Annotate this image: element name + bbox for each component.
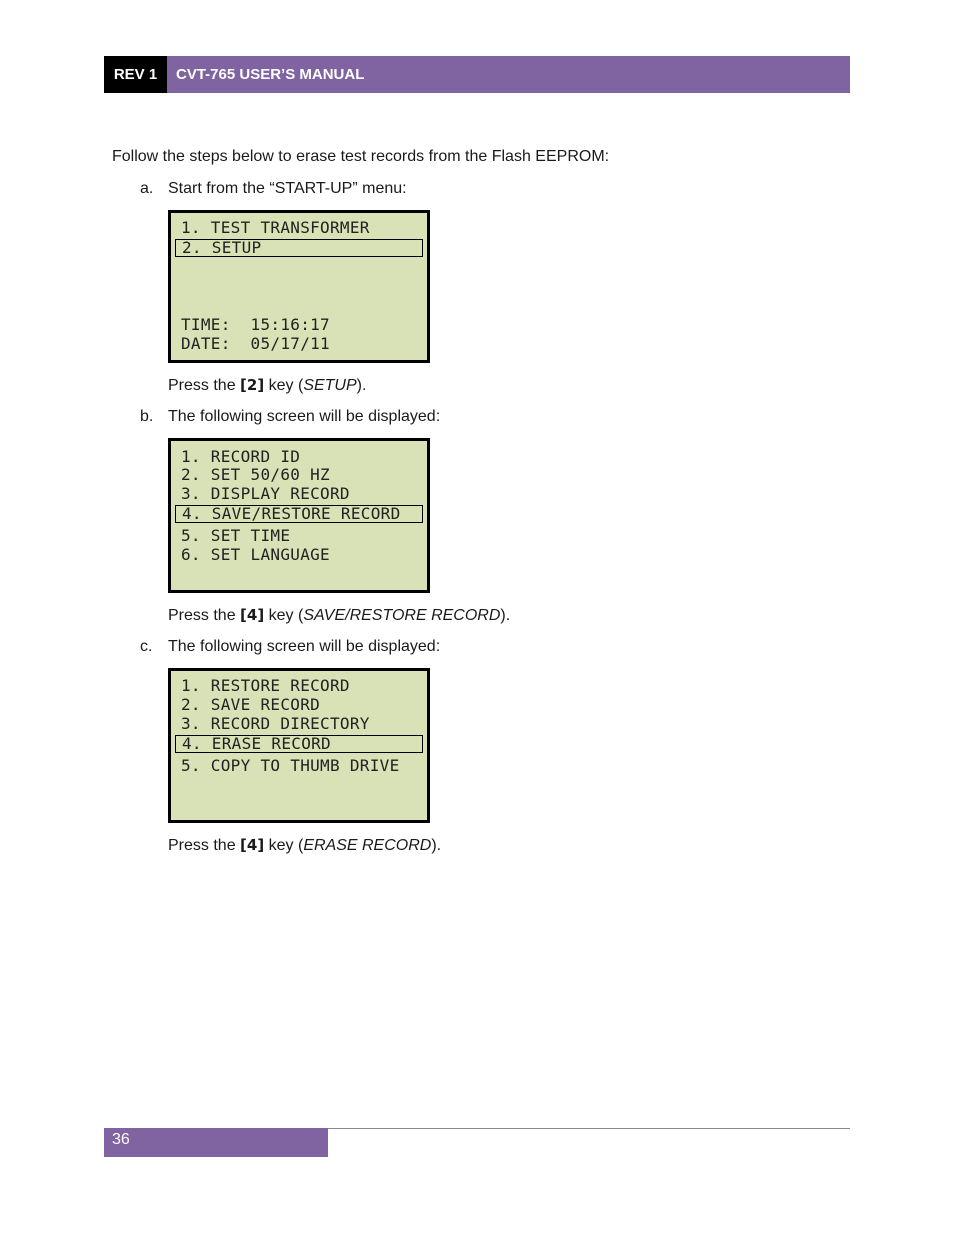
key-label: [2] <box>240 376 265 394</box>
step-c-text: The following screen will be displayed: <box>168 638 441 655</box>
press-pre: Press the <box>168 607 241 624</box>
lcd-setup-menu <box>168 438 430 593</box>
press-mid: key ( <box>264 377 304 394</box>
step-b-letter: b. <box>140 408 154 425</box>
lcd-line-selected: 2. SETUP <box>175 239 423 257</box>
press-post: ). <box>500 607 511 624</box>
lcd-line: 2. SAVE RECORD <box>181 695 321 714</box>
press-pre: Press the <box>168 837 241 854</box>
step-b-instruction <box>168 605 510 626</box>
page-number: 36 <box>104 1128 328 1157</box>
manual-title <box>167 56 850 93</box>
lcd-line: 5. SET TIME <box>181 526 291 545</box>
press-mid: key ( <box>264 607 304 624</box>
lcd-save-restore-menu <box>168 668 430 823</box>
lcd-line: 1. RESTORE RECORD <box>181 676 350 695</box>
step-c-instruction <box>168 835 441 856</box>
lcd-line-selected: 4. SAVE/RESTORE RECORD <box>175 505 423 523</box>
step-a-letter: a. <box>140 180 154 197</box>
revision-label: REV 1 <box>104 56 167 93</box>
step-c-letter: c. <box>140 638 153 655</box>
step-b-text: The following screen will be displayed: <box>168 408 441 425</box>
lcd-date-line: DATE: 05/17/11 <box>181 334 330 353</box>
step-a-instruction <box>168 375 366 396</box>
press-post: ). <box>356 377 367 394</box>
lcd-startup-menu <box>168 210 430 363</box>
action-label: ERASE RECORD <box>303 837 432 854</box>
action-label: SAVE/RESTORE RECORD <box>303 607 501 624</box>
lcd-line-selected: 4. ERASE RECORD <box>175 735 423 753</box>
step-a-text: Start from the “START-UP” menu: <box>168 180 407 197</box>
key-label: [4] <box>240 836 265 854</box>
lcd-line: 3. DISPLAY RECORD <box>181 484 350 503</box>
lcd-line: 6. SET LANGUAGE <box>181 545 330 564</box>
lcd-line: 1. RECORD ID <box>181 447 301 466</box>
press-mid: key ( <box>264 837 304 854</box>
lcd-line: 2. SET 50/60 HZ <box>181 465 330 484</box>
manual-title-text: CVT-765 USER’S MANUAL <box>176 66 365 83</box>
key-label: [4] <box>240 606 265 624</box>
action-label: SETUP <box>303 377 357 394</box>
press-post: ). <box>431 837 442 854</box>
lcd-line: 1. TEST TRANSFORMER <box>181 218 370 237</box>
lcd-time-line: TIME: 15:16:17 <box>181 315 330 334</box>
lcd-line: 5. COPY TO THUMB DRIVE <box>181 756 400 775</box>
intro-text: Follow the steps below to erase test records from the Flash EEPROM: <box>112 148 610 165</box>
press-pre: Press the <box>168 377 241 394</box>
lcd-line: 3. RECORD DIRECTORY <box>181 714 370 733</box>
